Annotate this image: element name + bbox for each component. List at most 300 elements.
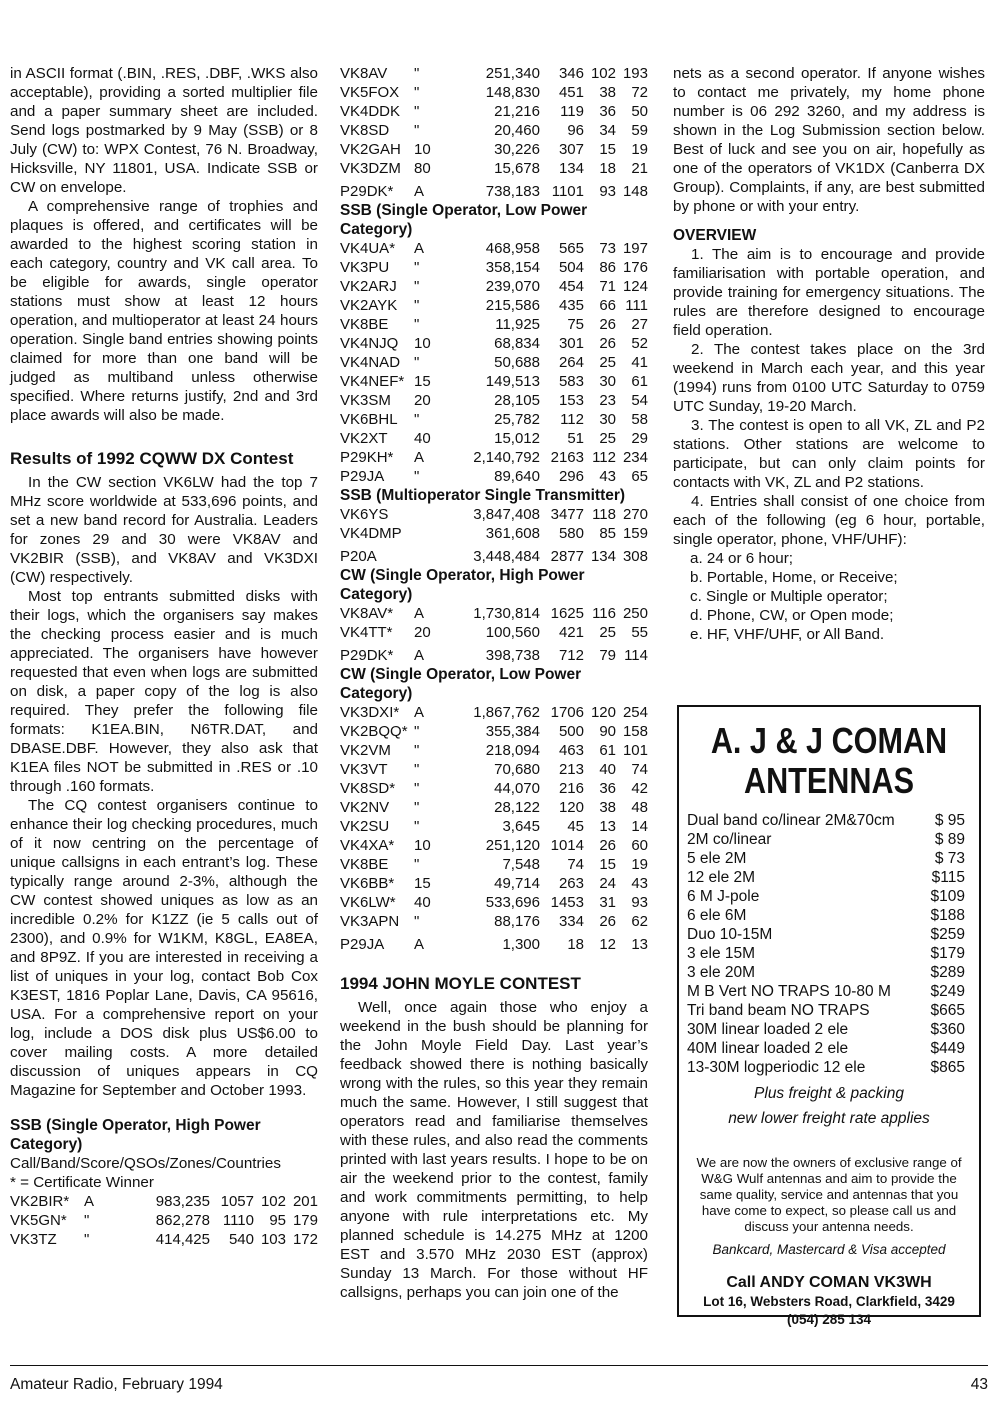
cell-callsign: VK5FOX — [340, 84, 400, 101]
product-price: $259 — [930, 926, 965, 943]
paragraph-nets: nets as a second operator. If anyone wishes to contact me privately, my home phone number is 06 292 3260, and my address is shown in the Log Submission section below. Best of luck and see you on air, hopefully as one of the operators of VK1DX (Canberra DX Group). Complaints, if any, are best submitted by phone or with your entry. — [673, 65, 985, 215]
cell-band: " — [414, 761, 420, 778]
contact-address: Lot 16, Websters Road, Clarkfield, 3429 — [703, 1294, 955, 1309]
heading-john-moyle-contest: 1994 JOHN MOYLE CONTEST — [340, 974, 581, 993]
cell-score: 15,012 — [494, 430, 540, 447]
cell-band: 15 — [414, 875, 431, 892]
cell-callsign: VK8SD — [340, 122, 390, 139]
cell-qsos: 74 — [567, 856, 584, 873]
cell-zones: 18 — [599, 160, 616, 177]
result-row — [340, 604, 648, 623]
cell-zones: 13 — [599, 818, 616, 835]
cell-countries: 176 — [622, 259, 648, 276]
cell-countries: 74 — [631, 761, 648, 778]
product-name: M B Vert NO TRAPS 10-80 M — [687, 983, 891, 1000]
result-row — [340, 140, 648, 159]
result-row — [340, 353, 648, 372]
cell-score: 88,176 — [494, 913, 540, 930]
cell-score: 251,340 — [485, 65, 540, 82]
cell-qsos: 1625 — [550, 605, 584, 622]
cell-qsos: 504 — [558, 259, 584, 276]
cell-qsos: 213 — [558, 761, 584, 778]
result-row — [340, 722, 648, 741]
column-2 — [340, 64, 648, 1302]
cell-score: 44,070 — [494, 780, 540, 797]
cell-countries: 159 — [622, 525, 648, 542]
cell-callsign: VK8BE — [340, 316, 389, 333]
antenna-advertisement — [677, 705, 981, 1327]
cell-qsos: 263 — [558, 875, 584, 892]
heading-ssb-low-power: SSB (Single Operator, Low Power Category) — [340, 202, 588, 238]
cell-callsign: VK6YS — [340, 506, 389, 523]
cell-countries: 148 — [622, 183, 648, 200]
cell-countries: 179 — [292, 1211, 318, 1229]
cell-callsign: VK3DZM — [340, 160, 401, 177]
cell-band: " — [414, 354, 420, 371]
cell-zones: 73 — [599, 240, 616, 257]
cell-countries: 93 — [631, 894, 648, 911]
cell-callsign: VK2AYK — [340, 297, 398, 314]
cell-callsign: VK2VM — [340, 742, 391, 759]
result-row — [340, 448, 648, 467]
cell-callsign: VK5GN* — [10, 1211, 67, 1229]
cell-qsos: 500 — [558, 723, 584, 740]
price-row — [687, 963, 965, 982]
product-name: 2M co/linear — [687, 831, 772, 848]
cell-zones: 23 — [599, 392, 616, 409]
cell-callsign: P29DK* — [340, 647, 394, 664]
cell-countries: 27 — [631, 316, 648, 333]
cell-band: A — [414, 605, 425, 622]
result-row — [340, 467, 648, 486]
cell-score: 358,154 — [485, 259, 540, 276]
results-table — [10, 1192, 318, 1249]
result-row — [340, 836, 648, 855]
cell-score: 100,560 — [485, 624, 540, 641]
cell-qsos: 112 — [560, 411, 584, 428]
cell-zones: 95 — [269, 1211, 286, 1229]
cell-score: 3,847,408 — [473, 506, 540, 523]
freight-rate-note: new lower freight rate applies — [728, 1110, 930, 1127]
cell-score: 862,278 — [155, 1211, 210, 1229]
product-price: $ 95 — [934, 812, 965, 829]
product-price: $ 73 — [934, 850, 965, 867]
cell-callsign: VK2BQQ* — [340, 723, 408, 740]
cell-qsos: 1706 — [550, 704, 584, 721]
cell-band: A — [414, 704, 425, 721]
result-row — [340, 855, 648, 874]
product-price: $188 — [930, 907, 965, 924]
cell-score: 355,384 — [485, 723, 540, 740]
cell-band: " — [414, 799, 420, 816]
cell-band: " — [414, 742, 420, 759]
result-row — [340, 102, 648, 121]
result-row — [340, 893, 648, 912]
product-name: 3 ele 15M — [687, 945, 756, 962]
cell-band: 40 — [414, 430, 431, 447]
cell-zones: 118 — [592, 506, 616, 523]
cell-qsos: 421 — [558, 624, 584, 641]
cell-zones: 36 — [599, 103, 616, 120]
cell-zones: 26 — [599, 316, 616, 333]
result-row — [340, 296, 648, 315]
product-name: 40M linear loaded 2 ele — [687, 1040, 849, 1057]
cell-zones: 102 — [260, 1192, 286, 1210]
price-row — [687, 944, 965, 963]
cell-band: A — [84, 1192, 95, 1210]
cell-callsign: VK2NV — [340, 799, 390, 816]
cell-zones: 25 — [599, 354, 616, 371]
cell-score: 68,834 — [494, 335, 540, 352]
cell-score: 239,070 — [485, 278, 540, 295]
cell-zones: 26 — [599, 837, 616, 854]
cell-band: " — [414, 278, 420, 295]
magazine-issue: Amateur Radio, February 1994 — [10, 1376, 223, 1393]
cell-zones: 26 — [599, 913, 616, 930]
cell-callsign: P29DK* — [340, 183, 394, 200]
cell-band: " — [414, 411, 420, 428]
cell-qsos: 134 — [558, 160, 584, 177]
cell-band: 20 — [414, 392, 431, 409]
cell-countries: 234 — [622, 449, 648, 466]
cell-band: 20 — [414, 624, 431, 641]
cell-countries: 61 — [631, 373, 648, 390]
cell-score: 25,782 — [494, 411, 540, 428]
cell-callsign: VK4NEF* — [340, 373, 405, 390]
cell-countries: 62 — [631, 913, 648, 930]
option-item: c. Single or Multiple operator; — [690, 588, 888, 605]
cell-qsos: 565 — [558, 240, 584, 257]
cell-band: " — [414, 122, 420, 139]
result-row — [340, 121, 648, 140]
cell-score: 218,094 — [485, 742, 540, 759]
cell-countries: 60 — [631, 837, 648, 854]
cell-band: " — [414, 468, 420, 485]
result-row — [340, 874, 648, 893]
cell-score: 1,730,814 — [473, 605, 540, 622]
cell-countries: 58 — [631, 411, 648, 428]
heading-ssb-multioperator: SSB (Multioperator Single Transmitter) — [340, 487, 626, 504]
price-row — [687, 849, 965, 868]
cell-band: 10 — [414, 335, 431, 352]
freight-note: Plus freight & packing — [754, 1085, 904, 1102]
result-row — [340, 912, 648, 931]
cell-qsos: 18 — [567, 936, 584, 953]
result-row — [340, 703, 648, 722]
heading-cw-high-power: CW (Single Operator, High Power Category) — [340, 567, 585, 603]
product-name: 30M linear loaded 2 ele — [687, 1021, 849, 1038]
cell-zones: 25 — [599, 430, 616, 447]
price-row — [687, 982, 965, 1001]
results-table — [340, 64, 648, 178]
cell-countries: 201 — [292, 1192, 318, 1210]
cell-countries: 308 — [622, 548, 648, 565]
results-table — [340, 547, 648, 566]
ad-title-antennas: ANTENNAS — [743, 760, 914, 801]
cell-zones: 40 — [599, 761, 616, 778]
paragraph-cw-section: In the CW section VK6LW had the top 7 MHz score worldwide at 533,696 points, and set a new band record for Australia. Leaders for zones 29 and 30 were VK8AV and VK2BIR (SSB), and VK8AV and VK3DXI (CW) respectively. — [10, 473, 318, 586]
cell-score: 215,586 — [485, 297, 540, 314]
result-row — [340, 410, 648, 429]
cell-callsign: VK2ARJ — [340, 278, 397, 295]
price-row — [687, 925, 965, 944]
cell-qsos: 451 — [558, 84, 584, 101]
cell-callsign: VK2XT — [340, 430, 388, 447]
price-row — [687, 1058, 965, 1077]
cell-countries: 13 — [631, 936, 648, 953]
cell-score: 533,696 — [485, 894, 540, 911]
cell-score: 738,183 — [485, 183, 540, 200]
column-legend: Call/Band/Score/QSOs/Zones/Countries — [10, 1154, 281, 1172]
cell-countries: 101 — [622, 742, 648, 759]
cell-zones: 36 — [599, 780, 616, 797]
cell-zones: 30 — [599, 373, 616, 390]
cell-callsign: P20A — [340, 548, 377, 565]
ad-title-company: A. J & J COMAN — [710, 720, 948, 761]
cell-countries: 124 — [622, 278, 648, 295]
cell-callsign: VK6LW* — [340, 894, 396, 911]
product-price: $115 — [931, 869, 965, 886]
cell-qsos: 2877 — [550, 548, 584, 565]
product-price: $449 — [930, 1040, 965, 1057]
result-row — [340, 159, 648, 178]
paragraph-overview-2: 2. The contest takes place on the 3rd weekend in March each year, and this year (1994) runs from 0100 UTC Saturday to 0759 UTC Sunday, 19-20 March. — [673, 341, 985, 415]
cell-band: " — [414, 103, 420, 120]
cell-qsos: 454 — [558, 278, 584, 295]
option-item: e. HF, VHF/UHF, or All Band. — [690, 626, 885, 643]
cell-qsos: 2163 — [550, 449, 584, 466]
cell-countries: 29 — [631, 430, 648, 447]
cell-qsos: 583 — [558, 373, 584, 390]
cell-zones: 12 — [599, 936, 616, 953]
product-price: $289 — [930, 964, 965, 981]
cell-score: 1,867,762 — [473, 704, 540, 721]
result-row — [340, 239, 648, 258]
cell-qsos: 75 — [567, 316, 584, 333]
cell-zones: 93 — [599, 183, 616, 200]
cell-zones: 90 — [599, 723, 616, 740]
cell-score: 3,645 — [502, 818, 540, 835]
cell-zones: 25 — [599, 624, 616, 641]
cell-zones: 71 — [599, 278, 616, 295]
cell-countries: 193 — [622, 65, 648, 82]
paragraph-wpx-logs: in ASCII format (.BIN, .RES, .DBF, .WKS also acceptable), providing a sorted multiplier file and a paper summary sheet are included. Send logs postmarked by 9 May (SSB) or 8 July (CW) to: WPX Contest, 76 N. Broadway, Hicksville, NY 11801, USA. Indicate SSB or CW on envelope. — [10, 65, 318, 196]
cell-band — [414, 505, 444, 524]
result-row — [340, 64, 648, 83]
heading-ssb-high-power: SSB (Single Operator, High Power Category) — [10, 1116, 261, 1153]
cell-countries: 65 — [631, 468, 648, 485]
cell-callsign: VK4DMP — [340, 525, 402, 542]
cell-countries: 250 — [622, 605, 648, 622]
product-name: 5 ele 2M — [687, 850, 747, 867]
cell-qsos: 346 — [558, 65, 584, 82]
cell-qsos: 307 — [558, 141, 584, 158]
cell-callsign: VK4TT* — [340, 624, 393, 641]
price-row — [687, 906, 965, 925]
cell-countries: 54 — [631, 392, 648, 409]
cell-qsos: 334 — [558, 913, 584, 930]
product-name: Dual band co/linear 2M&70cm — [687, 812, 895, 829]
cell-qsos: 540 — [228, 1230, 254, 1248]
cell-countries: 270 — [622, 506, 648, 523]
cell-callsign: VK8AV* — [340, 605, 394, 622]
cell-score: 50,688 — [494, 354, 540, 371]
cell-score: 15,678 — [494, 160, 540, 177]
product-name: 6 M J-pole — [687, 888, 760, 905]
paragraph-overview-1: 1. The aim is to encourage and provide familiarisation with portable operation, and provide training for emergency situations. The rules are therefore designed to encourage field operation. — [673, 246, 985, 339]
cell-band: A — [414, 647, 425, 664]
results-table — [340, 703, 648, 931]
cell-band: " — [414, 84, 420, 101]
result-row — [340, 779, 648, 798]
cell-callsign: VK3PU — [340, 259, 390, 276]
result-row — [340, 623, 648, 642]
cell-score: 361,608 — [485, 525, 540, 542]
result-row — [340, 391, 648, 410]
cell-qsos: 216 — [558, 780, 584, 797]
cell-qsos: 580 — [558, 525, 584, 542]
cell-score: 70,680 — [494, 761, 540, 778]
price-row — [687, 830, 965, 849]
cell-callsign: VK8BE — [340, 856, 389, 873]
cell-zones: 38 — [599, 84, 616, 101]
cell-zones: 120 — [590, 704, 616, 721]
cell-countries: 114 — [624, 647, 648, 664]
cell-qsos: 296 — [558, 468, 584, 485]
cell-callsign: VK2SU — [340, 818, 390, 835]
paragraph-overview-3: 3. The contest is open to all VK, ZL and P2 stations. Other stations are welcome to participate, but can only claim points for contacts with VK, ZL and P2 stations. — [673, 417, 985, 491]
cell-band: A — [414, 449, 425, 466]
cell-score: 28,122 — [494, 799, 540, 816]
cell-countries: 42 — [631, 780, 648, 797]
column-1 — [10, 64, 318, 1249]
page-number: 43 — [970, 1376, 988, 1393]
cell-score: 2,140,792 — [473, 449, 540, 466]
cell-band: A — [414, 240, 425, 257]
cell-band: 10 — [414, 837, 431, 854]
cell-score: 1,300 — [502, 936, 540, 953]
product-name: Tri band beam NO TRAPS — [687, 1002, 870, 1019]
result-row — [10, 1192, 318, 1211]
cell-countries: 14 — [631, 818, 648, 835]
cell-zones: 102 — [590, 65, 616, 82]
cell-qsos: 1453 — [550, 894, 584, 911]
cell-qsos: 301 — [558, 335, 584, 352]
paragraph-disks: Most top entrants submitted disks with their logs, which the organisers say makes the checking process easier and is much appreciated. The organisers have however requested that even when logs are submitted on disk, a paper copy of the log is also required. They prefer the following file formats: K1EA.BIN, N6TR.DAT, and DBASE.DBF. However, they also ask that K1EA files NOT be submitted in .RES or .10 through .160 formats. — [10, 587, 318, 795]
result-row — [340, 646, 648, 665]
result-row — [10, 1230, 318, 1249]
price-row — [687, 1001, 965, 1020]
certificate-legend: * = Certificate Winner — [10, 1173, 154, 1191]
cell-qsos: 3477 — [550, 506, 584, 523]
cell-qsos: 463 — [558, 742, 584, 759]
cell-score: 49,714 — [494, 875, 540, 892]
product-name: 3 ele 20M — [687, 964, 756, 981]
results-table — [340, 935, 648, 954]
cell-qsos: 712 — [558, 647, 584, 664]
cell-qsos: 1057 — [220, 1192, 254, 1210]
cell-zones: 15 — [599, 856, 616, 873]
result-row — [340, 372, 648, 391]
result-row — [340, 83, 648, 102]
cell-qsos: 1014 — [550, 837, 584, 854]
result-row — [340, 429, 648, 448]
cell-band: " — [414, 316, 420, 333]
result-row — [10, 1211, 318, 1230]
cell-countries: 111 — [625, 297, 648, 314]
cell-countries: 43 — [631, 875, 648, 892]
cell-callsign: VK4NAD — [340, 354, 401, 371]
cell-qsos: 119 — [560, 103, 584, 120]
paragraph-moyle-intro: Well, once again those who enjoy a weekend in the bush should be planning for the John Moyle Field Day. Last year’s feedback showed there is nothing basically wrong with the rules, so this year they remain much the same. However, I still suggest that operators read and familiarise themselves with these rules, and also read the comments printed with last years results. I hope to be on air the weekend prior to the contest, family and work commitments permitting, to help anyone with rule interpretations etc. My planned schedule is 14.275 MHz at 1200 EST and 3.570 MHz 2030 EST (approx) Sunday 13 March. For those without HF callsigns, perhaps you can join one of the — [340, 998, 648, 1301]
price-row — [687, 811, 965, 830]
cell-countries: 48 — [631, 799, 648, 816]
product-price: $109 — [930, 888, 965, 905]
cell-band: " — [414, 723, 420, 740]
cell-score: 983,235 — [155, 1192, 210, 1210]
cell-band: " — [414, 780, 420, 797]
result-row — [340, 741, 648, 760]
cell-callsign: VK6BHL — [340, 411, 398, 428]
price-list — [687, 811, 965, 1077]
cell-callsign: VK4NJQ — [340, 335, 399, 352]
result-row — [340, 935, 648, 954]
cell-callsign: P29JA — [340, 936, 385, 953]
column-3 — [673, 64, 985, 644]
cell-score: 414,425 — [155, 1230, 210, 1248]
heading-cw-low-power: CW (Single Operator, Low Power Category) — [340, 666, 582, 702]
cell-zones: 134 — [590, 548, 616, 565]
cell-score: 11,925 — [495, 316, 540, 333]
result-row — [340, 524, 648, 543]
option-item: d. Phone, CW, or Open mode; — [690, 607, 894, 624]
option-item: a. 24 or 6 hour; — [690, 550, 794, 567]
cell-callsign: VK4XA* — [340, 837, 395, 854]
price-row — [687, 1039, 965, 1058]
result-row — [340, 798, 648, 817]
cell-band: A — [414, 183, 425, 200]
cell-qsos: 96 — [567, 122, 584, 139]
cell-qsos: 264 — [558, 354, 584, 371]
result-row — [340, 547, 648, 566]
contact-call: Call ANDY COMAN VK3WH — [726, 1274, 932, 1291]
cell-zones: 85 — [599, 525, 616, 542]
cell-score: 21,216 — [494, 103, 540, 120]
cell-band: 15 — [414, 373, 431, 390]
cell-qsos: 435 — [558, 297, 584, 314]
cell-callsign: P29JA — [340, 468, 385, 485]
cell-countries: 59 — [631, 122, 648, 139]
cell-zones: 15 — [599, 141, 616, 158]
results-table — [340, 182, 648, 201]
price-row — [687, 1020, 965, 1039]
cell-qsos: 1110 — [222, 1211, 254, 1229]
cell-callsign: VK4DDK — [340, 103, 401, 120]
cell-band: " — [414, 913, 420, 930]
result-row — [340, 817, 648, 836]
cell-qsos: 1101 — [551, 183, 584, 200]
cell-countries: 41 — [631, 354, 648, 371]
cell-score: 28,105 — [494, 392, 540, 409]
result-row — [340, 182, 648, 201]
cell-callsign: VK3APN — [340, 913, 400, 930]
cell-band: 80 — [414, 160, 431, 177]
product-price: $249 — [930, 983, 965, 1000]
paragraph-trophies: A comprehensive range of trophies and plaques is offered, and certificates will be awarded to the highest scoring station in each category, country and VK call area. To be eligible for awards, single operator stations must show at least 12 hours operation, and multioperator at least 24 hours operation. Single band entries showing points claimed for more than one band will be judged as multiband unless otherwise specified. Where returns justify, 2nd and 3rd place awards will also be made. — [10, 198, 318, 424]
product-name: Duo 10-15M — [687, 926, 773, 943]
cell-band: 40 — [414, 894, 431, 911]
paragraph-uniques: The CQ contest organisers continue to enhance their log checking procedures, much of it now centring on the percentage of unique callsigns in each entrant’s log. These typically range around 2-3%, although the CW contest showed uniques as low as an incredible 0.2% for K1ZZ (ie 5 calls out of 2300), and 0.9% for W1KM, K8GL, EA8EA, and 8P9Z. If you are interested in receiving a list of uniques in your log, contact Bob Cox K3EST, 1816 Poplar Lane, Davis, CA 95616, USA. For a comprehensive report on your log, include a DOS disk plus US$6.00 to cover mailing costs. A more detailed discussion of uniques appears in CQ Magazine for September and October 1993. — [10, 796, 318, 1099]
